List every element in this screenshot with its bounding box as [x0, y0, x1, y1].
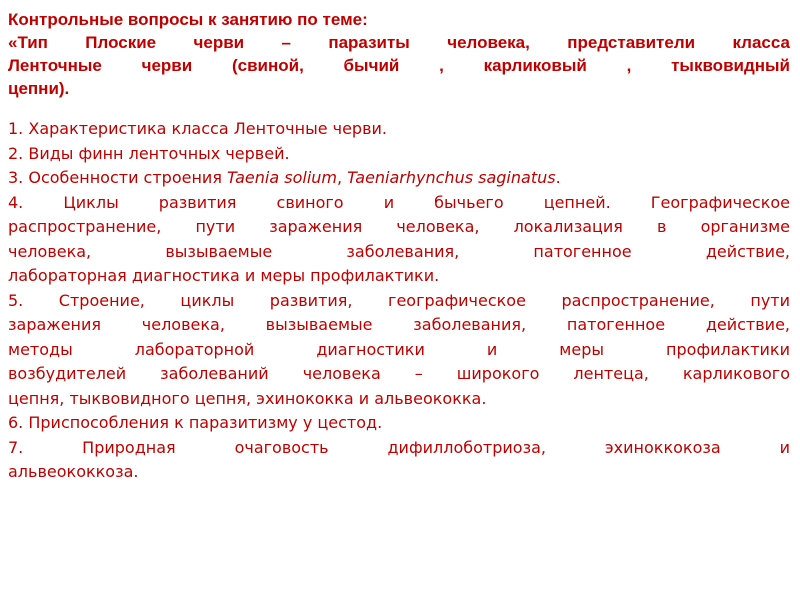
question-6 — [8, 411, 790, 436]
question-6-text: 6. Приспособления к паразитизму у цестод. — [8, 413, 383, 432]
question-5-line-2: заражения человека, вызываемые заболевания, патогенное действие, — [8, 315, 790, 334]
question-5-line-1: 5. Строение, циклы развития, географическое распространение, пути — [8, 290, 790, 310]
question-4-line-4: лабораторная диагностика и меры профилактики. — [8, 266, 440, 285]
question-4 — [8, 191, 790, 289]
question-1 — [8, 117, 790, 142]
question-7-line-1: 7. Природная очаговость дифиллоботриоза, эхиноккокоза и — [8, 437, 790, 457]
question-7 — [8, 436, 790, 485]
heading-line-3: Ленточные черви (свиной, бычий , карликовый , тыквовидный — [8, 56, 790, 75]
question-4-line-3: человека, вызываемые заболевания, патогенное действие, — [8, 241, 790, 261]
question-1-text: 1. Характеристика класса Ленточные черви. — [8, 119, 387, 138]
question-3 — [8, 166, 790, 191]
question-4-line-1: 4. Циклы развития свиного и бычьего цепней. Географическое — [8, 192, 790, 212]
heading-line-4: цепни). — [8, 79, 70, 98]
heading-line-1: Контрольные вопросы к занятию по теме: — [8, 10, 368, 29]
question-3-prefix: 3. Особенности строения — [8, 168, 228, 187]
slide-heading — [8, 8, 790, 100]
question-3-end: . — [555, 168, 561, 187]
question-2-text: 2. Виды финн ленточных червей. — [8, 143, 290, 163]
latin-name-taeniarhynchus-saginatus: Taeniarhynchus saginatus — [347, 168, 556, 187]
latin-name-taenia-solium: Taenia solium — [227, 168, 337, 187]
question-7-line-2: альвеококкоза. — [8, 462, 139, 481]
question-5-line-3: методы лабораторной диагностики и меры профилактики — [8, 339, 790, 359]
question-4-line-2: распространение, пути заражения человека, локализация в организме — [8, 217, 790, 236]
question-3-line — [8, 166, 790, 191]
question-5-line-4: возбудителей заболеваний человека – широкого лентеца, карликового — [8, 364, 790, 383]
question-5 — [8, 289, 790, 412]
heading-line-2: «Тип Плоские черви – паразиты человека, представители класса — [8, 33, 790, 52]
questions-list — [8, 117, 790, 485]
question-5-line-5: цепня, тыквовидного цепня, эхинококка и альвеококка. — [8, 388, 487, 408]
question-2 — [8, 142, 790, 167]
question-3-separator: , — [337, 168, 348, 187]
